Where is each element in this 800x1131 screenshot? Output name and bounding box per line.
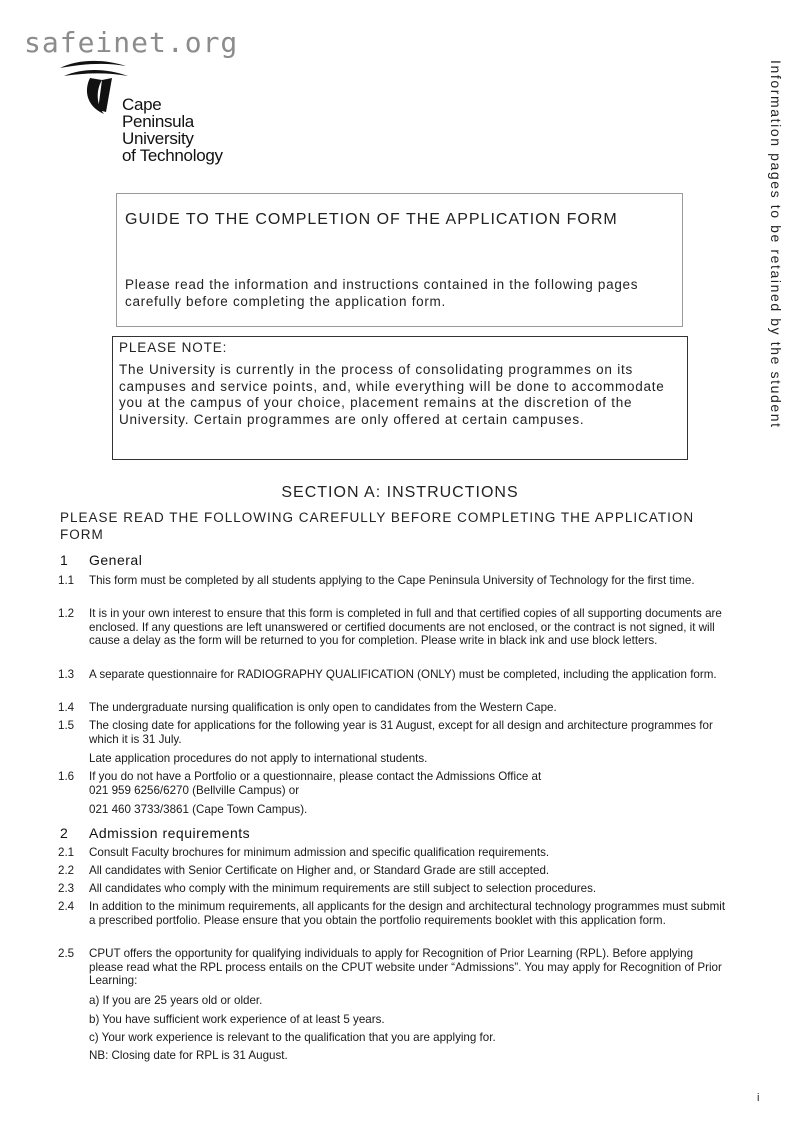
logo-line: Peninsula: [122, 112, 194, 131]
item-text: This form must be completed by all students applying to the Cape Peninsula University of Technology for the first time.: [89, 574, 695, 587]
item-text: If you do not have a Portfolio or a questionnaire, please contact the Admissions Office at: [89, 770, 542, 783]
item-number: 2.5: [58, 947, 75, 960]
item-number: 1.5: [58, 719, 75, 732]
list-item: [58, 574, 728, 588]
section-subtitle: PLEASE READ THE FOLLOWING CAREFULLY BEFORE COMPLETING THE APPLICATION FORM: [60, 510, 695, 542]
paragraph: a) If you are 25 years old or older.: [89, 994, 263, 1007]
item-text: A separate questionnaire for RADIOGRAPHY QUALIFICATION (ONLY) must be completed, including the application form.: [89, 668, 717, 681]
item-number: 2.1: [58, 846, 75, 859]
item-text: All candidates who comply with the minimum requirements are still subject to selection procedures.: [89, 882, 597, 895]
item-number: 1.2: [58, 607, 75, 620]
list-item: [58, 900, 728, 927]
side-retention-note: Information pages to be retained by the student: [768, 60, 784, 429]
logo-line: University: [122, 129, 194, 148]
list-item: [58, 947, 728, 988]
item-number: 2.4: [58, 900, 75, 913]
list-item: [58, 668, 728, 682]
heading-text: General: [89, 552, 143, 568]
guide-box: [116, 193, 683, 327]
list-item: [58, 882, 728, 896]
item-number: 2.2: [58, 864, 75, 877]
watermark: safeinet.org: [24, 26, 239, 59]
item-text: It is in your own interest to ensure that this form is completed in full and that certified copies of all supporting documents are enclosed. If any questions are left unanswered or certified documents are not enclosed, or the contract is not signed, it will cause a delay as the form will be returned to you for completion. Please write in black ink and use block letters.: [89, 607, 722, 647]
item-text: In addition to the minimum requirements, all applicants for the design and architectural technology programmes must submit a prescribed portfolio. Please ensure that you obtain the portfolio requirements booklet with this application form.: [89, 900, 726, 927]
list-item: [58, 770, 728, 784]
logo-line: of Technology: [122, 146, 223, 165]
item-number: 1.4: [58, 701, 75, 714]
item-number: 1.6: [58, 770, 75, 783]
section-title: SECTION A: INSTRUCTIONS: [281, 484, 519, 501]
logo-line: Cape: [122, 95, 162, 114]
list-item: [58, 607, 728, 648]
university-logo: [56, 56, 256, 174]
paragraph: b) You have sufficient work experience of at least 5 years.: [89, 1013, 385, 1026]
item-text: All candidates with Senior Certificate on Higher and, or Standard Grade are still accepted.: [89, 864, 550, 877]
page-number: i: [757, 1092, 760, 1104]
paragraph: NB: Closing date for RPL is 31 August.: [89, 1049, 288, 1062]
list-item: [58, 701, 728, 715]
note-title: PLEASE NOTE:: [119, 340, 228, 355]
heading-number: 1: [60, 552, 69, 568]
list-item: [58, 719, 728, 746]
note-body: The University is currently in the process of consolidating programmes on its campuses and service points, and, while everything will be done to accommodate you at the campus of your choice, placement remains at the discretion of the University. Certain programmes are only offered at certain campuses.: [119, 362, 665, 427]
paragraph: Late application procedures do not apply to international students.: [89, 752, 428, 765]
item-text: CPUT offers the opportunity for qualifying individuals to apply for Recognition of Prior Learning (RPL). Before applying please read what the RPL process entails on the CPUT website under “Admissions”. You may apply for Recognition of Prior Learning:: [89, 947, 722, 987]
heading-number: 2: [60, 825, 69, 841]
guide-body: Please read the information and instructions contained in the following pages carefully before completing the application form.: [125, 277, 639, 309]
item-text: Consult Faculty brochures for minimum admission and specific qualification requirements.: [89, 846, 550, 859]
paragraph: c) Your work experience is relevant to the qualification that you are applying for.: [89, 1031, 496, 1044]
paragraph: 021 959 6256/6270 (Bellville Campus) or: [89, 784, 300, 797]
list-item: [58, 864, 728, 878]
please-note-box: [112, 336, 688, 460]
list-item: [58, 846, 728, 860]
item-number: 1.3: [58, 668, 75, 681]
item-text: The undergraduate nursing qualification is only open to candidates from the Western Cape.: [89, 701, 557, 714]
item-text: The closing date for applications for the following year is 31 August, except for all design and architecture programmes for which it is 31 July.: [89, 719, 713, 746]
item-number: 1.1: [58, 574, 75, 587]
logo-wordmark: [122, 96, 223, 164]
guide-title: GUIDE TO THE COMPLETION OF THE APPLICATION FORM: [125, 211, 618, 228]
paragraph: 021 460 3733/3861 (Cape Town Campus).: [89, 803, 308, 816]
item-number: 2.3: [58, 882, 75, 895]
heading-text: Admission requirements: [89, 825, 251, 841]
